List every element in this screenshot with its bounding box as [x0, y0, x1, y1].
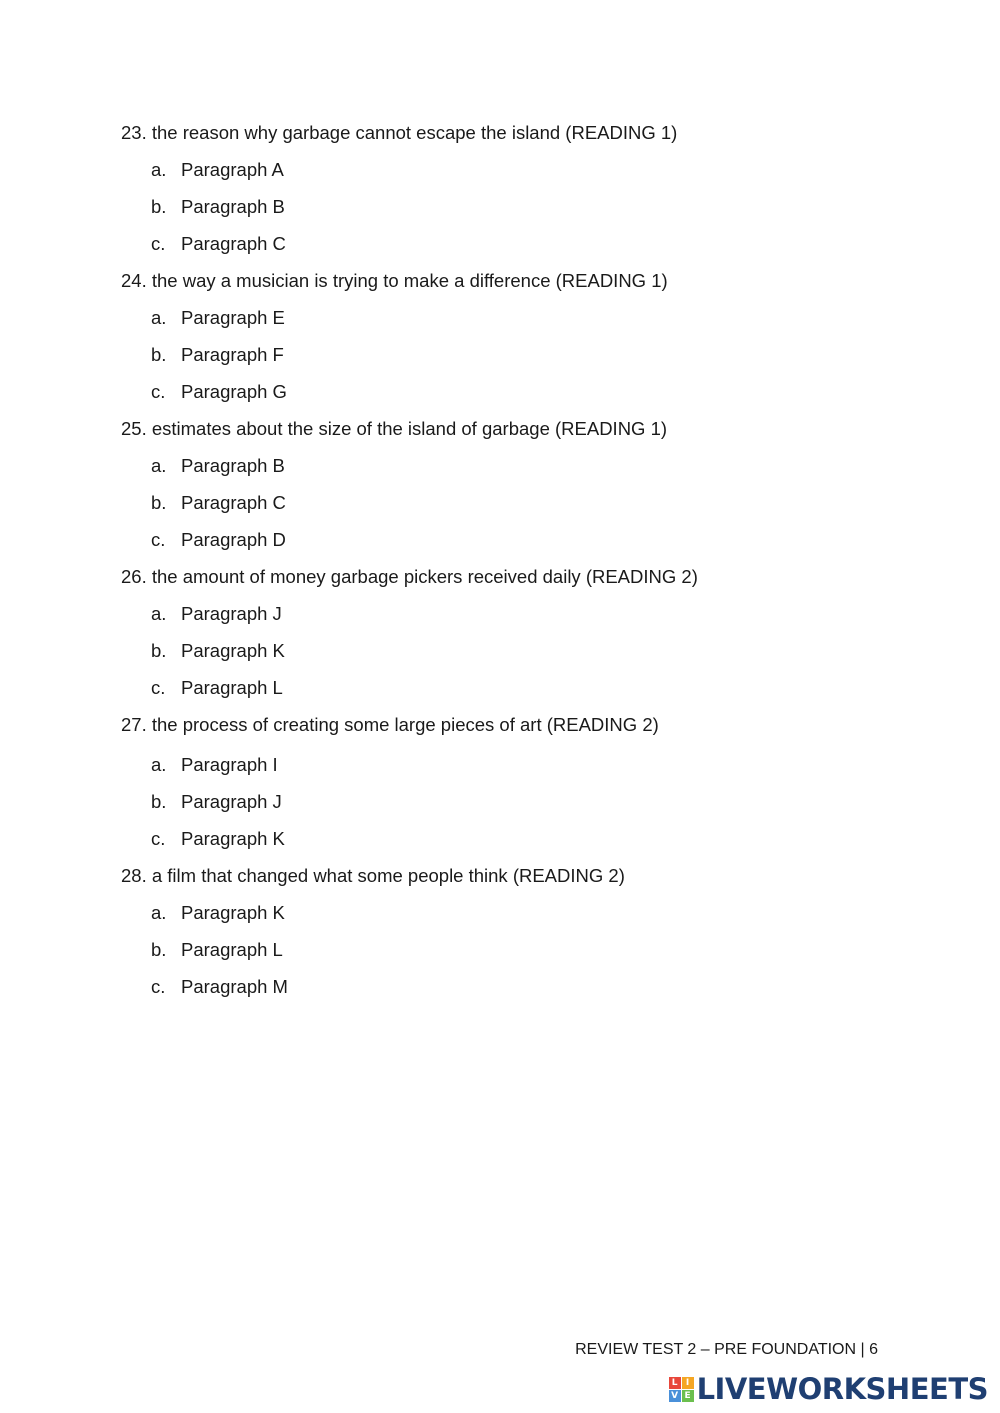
option-letter: a. — [151, 307, 167, 328]
option-text: Paragraph K — [181, 902, 285, 923]
option-text: Paragraph L — [181, 677, 283, 698]
option-b[interactable] — [121, 935, 881, 965]
option-text: Paragraph E — [181, 307, 285, 328]
option-letter: c. — [151, 529, 166, 550]
option-letter: a. — [151, 603, 167, 624]
option-letter: c. — [151, 233, 166, 254]
option-letter: b. — [151, 791, 167, 812]
option-text: Paragraph K — [181, 828, 285, 849]
option-b[interactable] — [121, 488, 881, 518]
question-28 — [121, 861, 881, 1002]
option-c[interactable] — [121, 673, 881, 703]
option-letter: a. — [151, 455, 167, 476]
option-text: Paragraph J — [181, 603, 282, 624]
question-25 — [121, 414, 881, 555]
option-a[interactable] — [121, 451, 881, 481]
option-letter: a. — [151, 159, 167, 180]
option-b[interactable] — [121, 192, 881, 222]
option-text: Paragraph G — [181, 381, 287, 402]
question-23 — [121, 118, 881, 259]
option-text: Paragraph B — [181, 455, 285, 476]
logo-cell-v: V — [669, 1390, 681, 1402]
option-c[interactable] — [121, 525, 881, 555]
option-letter: c. — [151, 976, 166, 997]
option-letter: b. — [151, 344, 167, 365]
logo-cell-i: I — [682, 1377, 694, 1389]
option-a[interactable] — [121, 898, 881, 928]
question-text: 25. estimates about the size of the island of garbage (READING 1) — [121, 418, 668, 439]
option-text: Paragraph D — [181, 529, 286, 550]
option-text: Paragraph C — [181, 492, 286, 513]
option-c[interactable] — [121, 377, 881, 407]
option-letter: c. — [151, 828, 166, 849]
option-text: Paragraph K — [181, 640, 285, 661]
option-a[interactable] — [121, 303, 881, 333]
option-text: Paragraph B — [181, 196, 285, 217]
option-text: Paragraph M — [181, 976, 288, 997]
option-b[interactable] — [121, 636, 881, 666]
logo-grid-icon — [669, 1377, 694, 1402]
option-text: Paragraph L — [181, 939, 283, 960]
option-letter: b. — [151, 640, 167, 661]
option-a[interactable] — [121, 155, 881, 185]
question-24 — [121, 266, 881, 407]
question-list — [121, 118, 881, 1009]
option-text: Paragraph I — [181, 754, 278, 775]
logo-text: LIVEWORKSHEETS — [696, 1372, 988, 1406]
question-text: 24. the way a musician is trying to make a difference (READING 1) — [121, 270, 668, 291]
option-letter: b. — [151, 492, 167, 513]
page-footer: REVIEW TEST 2 – PRE FOUNDATION | 6 — [575, 1341, 878, 1358]
option-letter: a. — [151, 902, 167, 923]
option-text: Paragraph A — [181, 159, 284, 180]
option-letter: b. — [151, 939, 167, 960]
question-text: 27. the process of creating some large pieces of art (READING 2) — [121, 714, 659, 735]
option-text: Paragraph J — [181, 791, 282, 812]
option-c[interactable] — [121, 229, 881, 259]
option-text: Paragraph C — [181, 233, 286, 254]
option-letter: c. — [151, 381, 166, 402]
question-text: 26. the amount of money garbage pickers received daily (READING 2) — [121, 566, 698, 587]
option-text: Paragraph F — [181, 344, 284, 365]
option-c[interactable] — [121, 824, 881, 854]
question-text: 23. the reason why garbage cannot escape the island (READING 1) — [121, 122, 678, 143]
question-27 — [121, 710, 881, 854]
option-letter: b. — [151, 196, 167, 217]
option-b[interactable] — [121, 340, 881, 370]
logo-cell-l: L — [669, 1377, 681, 1389]
option-letter: c. — [151, 677, 166, 698]
logo-cell-e: E — [682, 1390, 694, 1402]
option-b[interactable] — [121, 787, 881, 817]
liveworksheets-logo — [669, 1372, 988, 1406]
option-a[interactable] — [121, 599, 881, 629]
option-letter: a. — [151, 754, 167, 775]
question-text: 28. a film that changed what some people think (READING 2) — [121, 865, 625, 886]
question-26 — [121, 562, 881, 703]
option-a[interactable] — [121, 750, 881, 780]
option-c[interactable] — [121, 972, 881, 1002]
